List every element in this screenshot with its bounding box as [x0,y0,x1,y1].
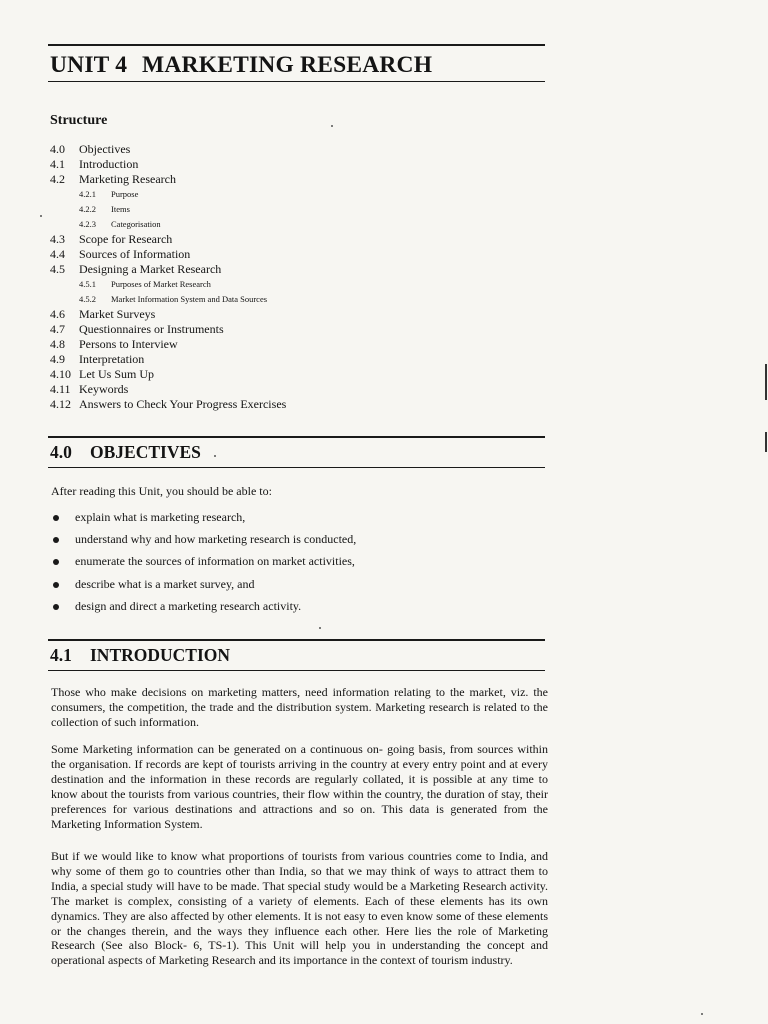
toc-item [50,352,350,367]
structure-heading: Structure [50,113,108,128]
toc-item-label: Purposes of Market Research [111,279,211,289]
toc-item-number: 4.5.2 [79,294,96,304]
scan-edge-mark [765,432,767,452]
scan-speck [214,455,216,457]
toc-item-number: 4.8 [50,337,65,351]
toc-item-number: 4.10 [50,367,71,381]
toc-item-number: 4.7 [50,322,65,336]
bullet-icon [53,582,59,588]
intro-paragraph-3: But if we would like to know what proportions of tourists from various countries come to India, and why some of them go to countries other than India, so that we may think of ways to attract them to India, a special study will have to be made. That special study would be a Marketing Research activity. The market is complex, consisting of a variety of elements. Each of these elements has its own dynamics. They are also affected by other elements. It is not easy to even know some of these elements or the changes therein, and the ways they influence each other. Here lies the role of Marketing Research (See also Block- 6, TS-1). This Unit will help you in understanding the concept and operational aspects of Marketing Research and its importance in the context of tourism industry. [51,849,548,968]
toc-item-label: Interpretation [79,352,145,366]
unit-title [50,52,432,79]
toc-item-number: 4.2.2 [79,204,96,214]
toc-item-label: Questionnaires or Instruments [79,322,224,336]
toc-item [50,142,350,157]
objectives-intro: After reading this Unit, you should be able to: [51,484,272,498]
toc-item-number: 4.1 [50,157,65,171]
introduction-heading [50,645,230,666]
toc-item-label: Purpose [111,189,139,199]
toc-item-number: 4.2 [50,172,65,186]
unit-number: UNIT 4 [50,52,128,78]
toc-subitem [50,277,350,292]
toc-subitem [50,187,350,202]
table-of-contents [50,142,350,412]
scan-speck [331,125,333,127]
toc-item [50,307,350,322]
toc-item [50,232,350,247]
intro-paragraph-1: Those who make decisions on marketing matters, need information relating to the market, viz. the consumers, the competition, the trade and the distribution system. Marketing research is related to the collection of such information. [51,685,548,729]
toc-item [50,337,350,352]
toc-item-number: 4.12 [50,397,71,411]
scan-speck [701,1013,703,1015]
toc-item [50,262,350,277]
unit-name: MARKETING RESEARCH [142,52,433,78]
toc-item-label: Introduction [79,157,139,171]
bullet-icon [53,537,59,543]
toc-subitem [50,292,350,307]
objective-text: describe what is a market survey, and [75,576,255,591]
toc-item-number: 4.4 [50,247,65,261]
objectives-number: 4.0 [50,442,72,462]
toc-item-number: 4.5 [50,262,65,276]
toc-item-label: Scope for Research [79,232,173,246]
scan-speck [40,215,42,217]
toc-item [50,157,350,172]
objectives-heading [50,442,201,463]
toc-item-number: 4.6 [50,307,65,321]
toc-item-label: Designing a Market Research [79,262,222,276]
introduction-top-rule [48,639,545,641]
objectives-bottom-rule [48,467,545,468]
scan-edge-mark [765,364,767,400]
toc-item-label: Let Us Sum Up [79,367,154,381]
toc-item [50,397,350,412]
toc-item-label: Persons to Interview [79,337,178,351]
bullet-icon [53,604,59,610]
toc-item-number: 4.2.1 [79,189,96,199]
intro-paragraph-2: Some Marketing information can be generated on a continuous on- going basis, from sources within the organisation. If records are kept of tourists arriving in the country at every entry point and at every destination and the information in these records are regularly collated, it is possible at any time to know about the tourists from various countries, their flow within the country, the duration of stay, their preferences for various destinations and attractions and so on. This data is generated from the Marketing Information System. [51,742,548,831]
objective-text: understand why and how marketing research is conducted, [75,532,357,547]
objectives-top-rule [48,436,545,438]
toc-item-label: Marketing Research [79,172,176,186]
toc-item-number: 4.5.1 [79,279,96,289]
toc-item-number: 4.3 [50,232,65,246]
toc-item-label: Categorisation [111,219,161,229]
toc-item-label: Sources of Information [79,247,191,261]
objective-text: design and direct a marketing research activity. [75,598,302,613]
toc-item-label: Items [111,204,130,214]
scan-speck [319,627,321,629]
toc-item [50,172,350,187]
objectives-title: OBJECTIVES [90,442,201,462]
toc-item-number: 4.9 [50,352,65,366]
objective-text: explain what is marketing research, [75,510,246,524]
top-rule [48,44,545,46]
toc-item-label: Keywords [79,382,129,396]
bullet-icon [53,559,59,565]
toc-item [50,247,350,262]
toc-item-label: Market Information System and Data Sources [111,294,268,304]
toc-item-number: 4.0 [50,142,65,156]
introduction-title: INTRODUCTION [90,645,231,665]
toc-subitem [50,202,350,217]
unit-title-rule [48,81,545,82]
toc-item-label: Objectives [79,142,131,156]
toc-item [50,367,350,382]
toc-item-label: Market Surveys [79,307,156,321]
introduction-bottom-rule [48,670,545,671]
objective-text: enumerate the sources of information on market activities, [75,554,355,569]
toc-item-number: 4.11 [50,382,71,396]
toc-item [50,322,350,337]
bullet-icon [53,515,59,521]
toc-item [50,382,350,397]
toc-item-label: Answers to Check Your Progress Exercises [79,397,287,411]
introduction-number: 4.1 [50,645,72,665]
toc-item-number: 4.2.3 [79,219,96,229]
toc-subitem [50,217,350,232]
